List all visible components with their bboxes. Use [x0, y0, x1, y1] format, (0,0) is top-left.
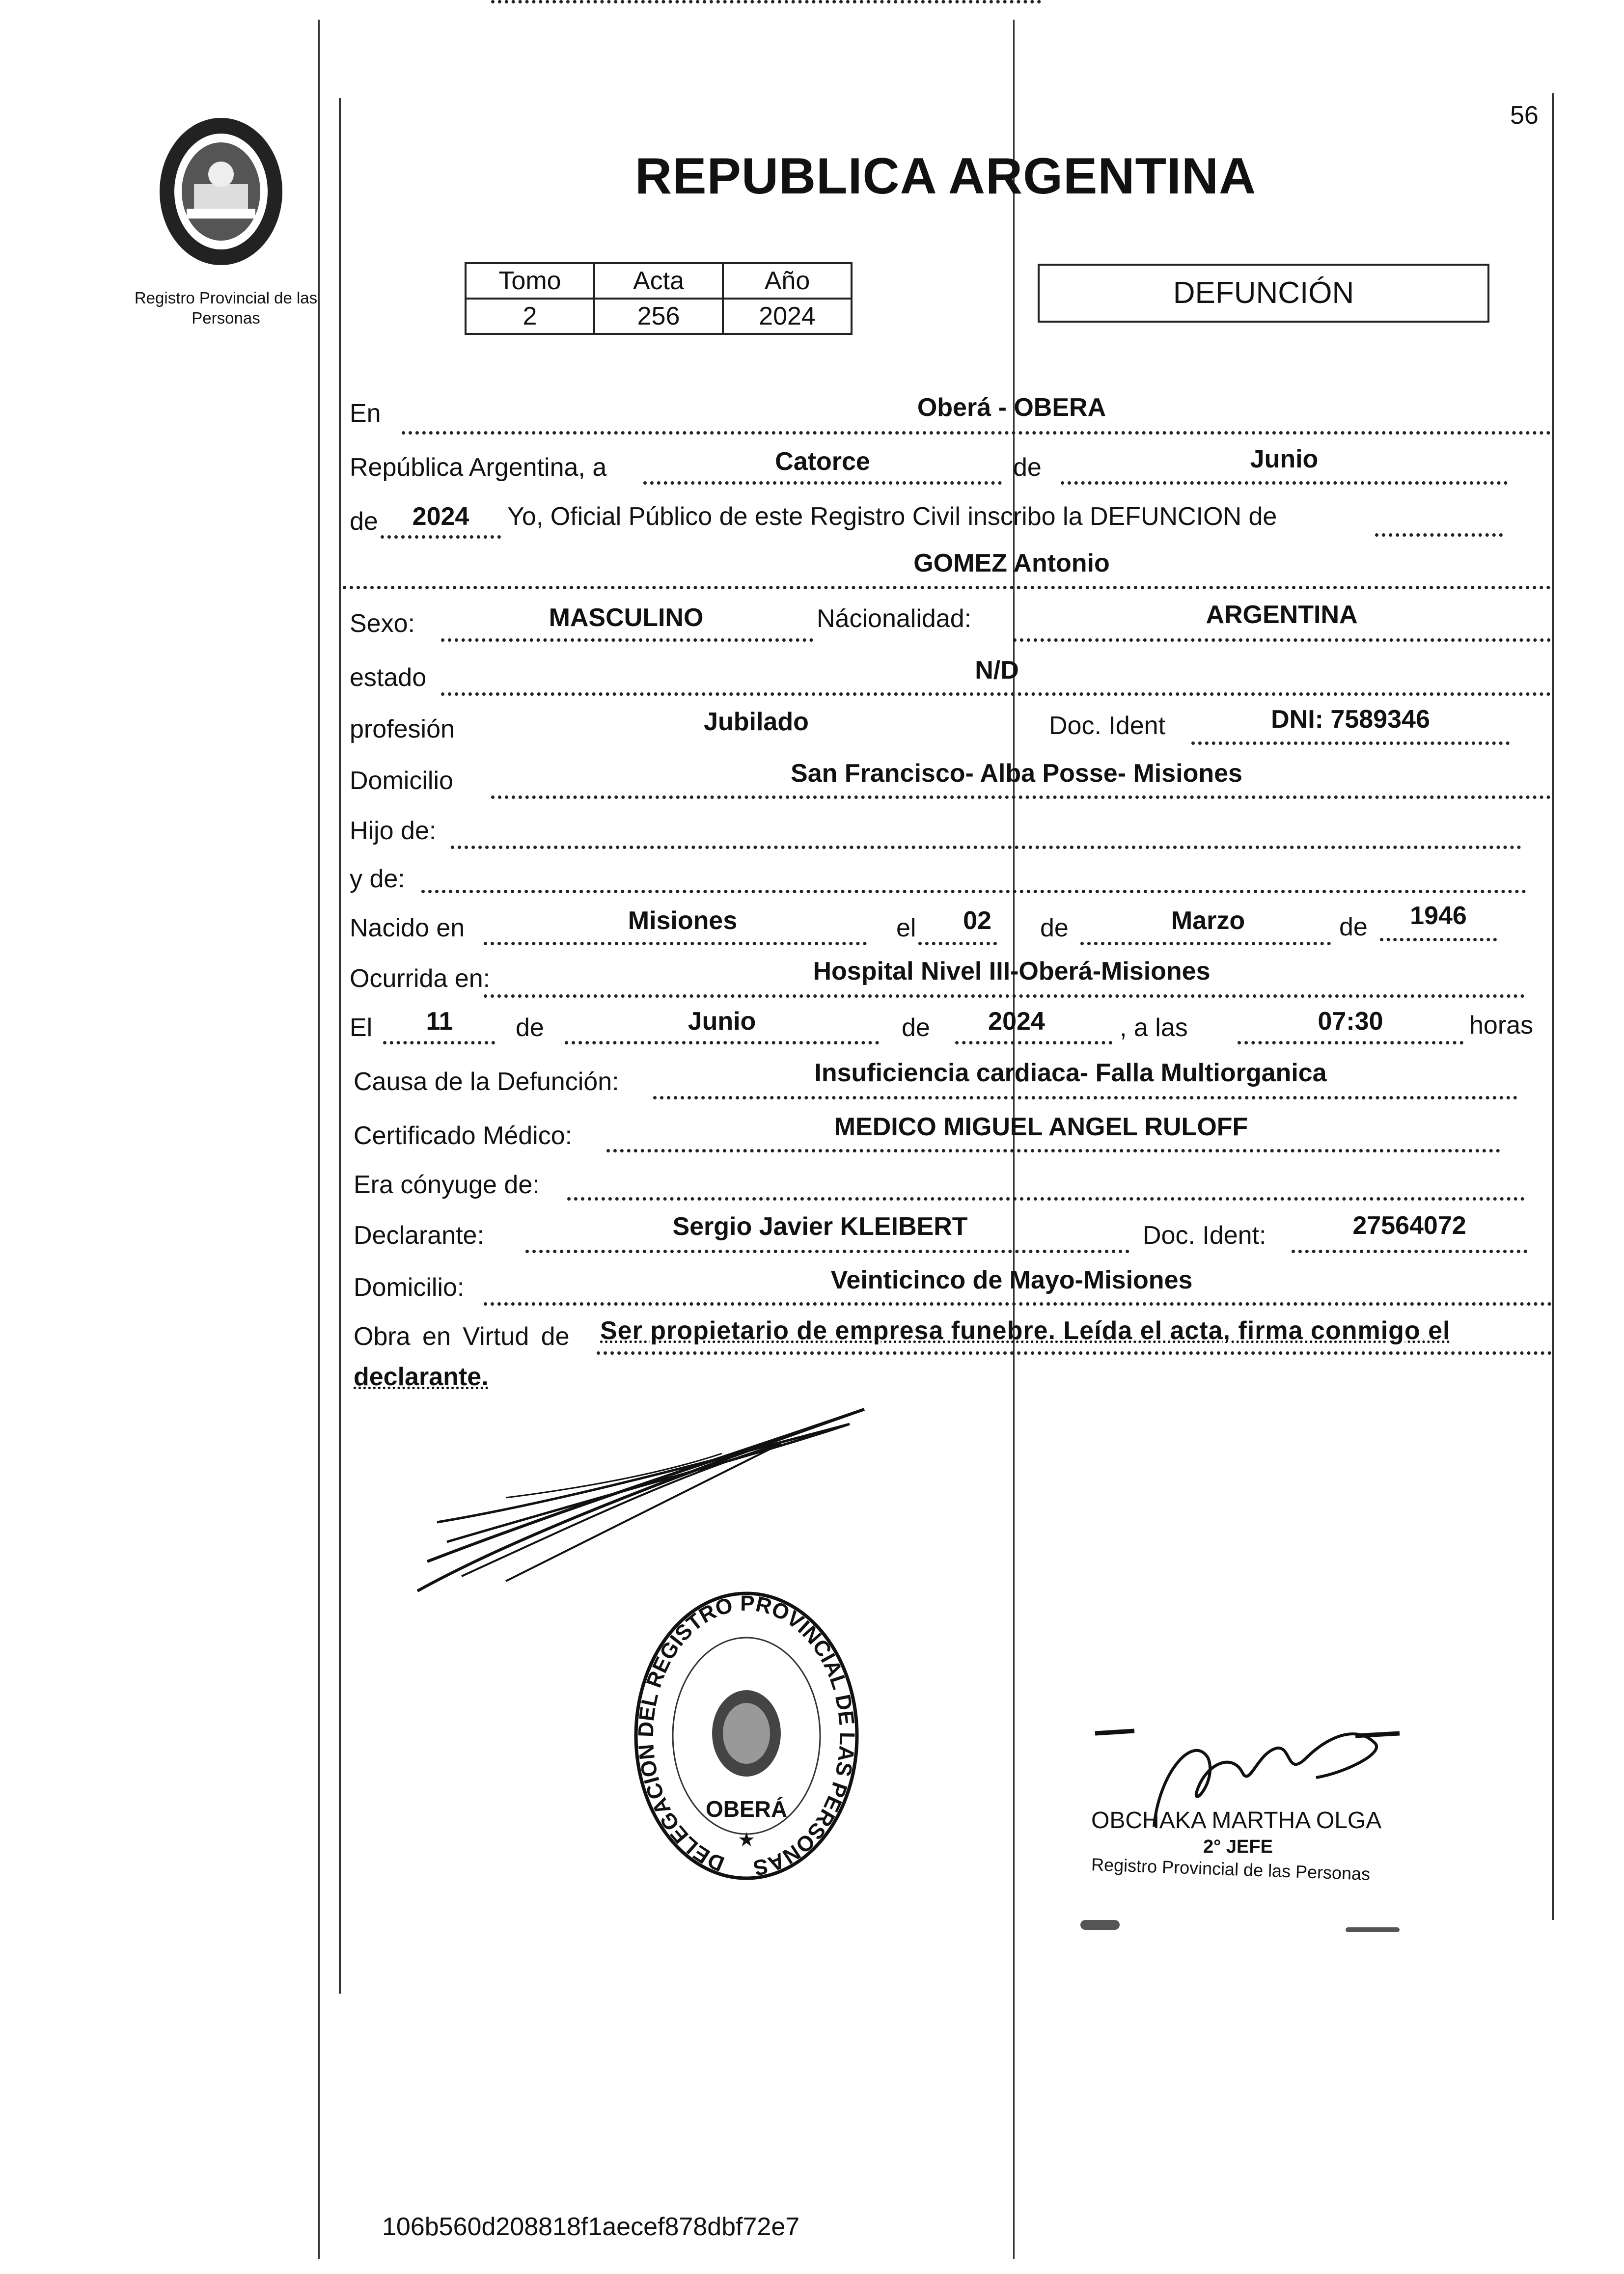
birth-year-value: 1946: [1410, 902, 1467, 930]
birth-year-line: [1380, 938, 1497, 941]
certificado-field-line: [606, 1149, 1500, 1152]
nacionalidad-label: Nácionalidad:: [817, 604, 972, 633]
page-number: 56: [1510, 101, 1539, 130]
death-el-label: El: [350, 1014, 373, 1042]
death-de-label: de: [516, 1014, 544, 1042]
birth-day-value: 02: [963, 906, 991, 935]
declarante-label: Declarante:: [354, 1221, 484, 1250]
el-label: el: [896, 914, 916, 942]
nacido-place-line: [484, 942, 867, 945]
ref-value-ano: 2024: [723, 299, 852, 334]
profesion-value: Jubilado: [704, 708, 809, 736]
conyuge-label: Era cónyuge de:: [354, 1171, 540, 1199]
svg-text:★: ★: [738, 1829, 755, 1851]
inscribo-text: Yo, Oficial Público de este Registro Civil inscribo la DEFUNCION de: [507, 502, 1277, 531]
death-month-line: [565, 1041, 879, 1044]
death-time-line: [1238, 1041, 1463, 1044]
official-name: OBCHAKA MARTHA OLGA: [1091, 1808, 1382, 1834]
a-las-label: , a las: [1120, 1014, 1188, 1042]
nacido-place-value: Misiones: [628, 906, 738, 935]
declarant-signature: [408, 1395, 889, 1601]
stamp-smudge: [1346, 1927, 1400, 1932]
year-field-line: [381, 535, 501, 539]
official-institution: Registro Provincial de las Personas: [1091, 1854, 1371, 1884]
birth-day-line: [918, 942, 997, 945]
declarante-field-line: [525, 1250, 1129, 1253]
republica-label: República Argentina, a: [350, 453, 607, 482]
death-de-label-2: de: [902, 1014, 930, 1042]
ref-value-tomo: 2: [466, 299, 594, 334]
doc-ident-value: DNI: 7589346: [1271, 705, 1430, 734]
nacionalidad-value: ARGENTINA: [1206, 601, 1358, 629]
inscribo-field-line: [1375, 533, 1503, 537]
death-day-line: [383, 1041, 495, 1044]
birth-de-label-2: de: [1339, 913, 1368, 941]
birth-month-value: Marzo: [1171, 906, 1245, 935]
doc-ident-label-2: Doc. Ident:: [1143, 1221, 1266, 1250]
obra-label: Obra en Virtud de: [354, 1322, 570, 1351]
sexo-field-line: [441, 638, 813, 642]
en-value: Oberá - OBERA: [917, 393, 1106, 422]
domicilio-label-2: Domicilio:: [354, 1273, 465, 1302]
seal-center-text: OBERÁ: [705, 1796, 788, 1822]
nacionalidad-field-line: [1013, 638, 1551, 642]
causa-value: Insuficiencia cardiaca- Falla Multiorganica: [814, 1059, 1327, 1087]
en-field-line: [402, 431, 1551, 435]
horas-label: horas: [1469, 1011, 1534, 1040]
declarante-value: Sergio Javier KLEIBERT: [672, 1212, 968, 1241]
domicilio-field-line: [491, 795, 1551, 799]
ocurrida-value: Hospital Nivel III-Oberá-Misiones: [813, 957, 1211, 986]
ocurrida-field-line: [484, 994, 1525, 998]
ref-header-acta: Acta: [594, 263, 723, 299]
month-field-line: [1061, 481, 1508, 485]
declarante-doc-line: [1292, 1250, 1527, 1253]
y-de-field-line: [421, 890, 1526, 893]
official-role: 2° JEFE: [1203, 1836, 1273, 1857]
declarante-doc-value: 27564072: [1352, 1211, 1466, 1240]
reference-table: [465, 262, 853, 335]
y-de-label: y de:: [350, 865, 405, 893]
sexo-value: MASCULINO: [549, 603, 704, 632]
declarante-domicilio-value: Veinticinco de Mayo-Misiones: [830, 1266, 1193, 1294]
nacido-label: Nacido en: [350, 914, 465, 942]
ref-value-acta: 256: [594, 299, 723, 334]
death-year-line: [955, 1041, 1112, 1044]
right-margin-line: [1552, 93, 1554, 1920]
estado-label: estado: [350, 663, 427, 692]
estado-value: N/D: [975, 656, 1019, 685]
profesion-label: profesión: [350, 715, 455, 743]
obra-field-line: [597, 1351, 1552, 1355]
seal-ring-text: DELEGACION DEL REGISTRO PROVINCIAL DE LAS PERSONAS: [633, 1591, 859, 1880]
hijo-field-line: [451, 846, 1521, 849]
doc-ident-label: Doc. Ident: [1049, 712, 1166, 740]
birth-month-line: [1080, 942, 1331, 945]
conyuge-field-line: [567, 1197, 1525, 1201]
year-prefix-label: de: [350, 507, 378, 536]
deceased-name-value: GOMEZ Antonio: [913, 549, 1110, 577]
death-year-value: 2024: [988, 1007, 1045, 1036]
declarante-domicilio-line: [484, 1302, 1552, 1306]
certificado-label: Certificado Médico:: [354, 1122, 573, 1150]
ref-header-tomo: Tomo: [466, 263, 594, 299]
death-month-value: Junio: [688, 1007, 756, 1036]
en-label: En: [350, 399, 381, 428]
obra-value-line1: Ser propietario de empresa funebre. Leída el acta, firma conmigo el: [600, 1316, 1451, 1345]
left-margin-line-outer: [318, 20, 320, 2259]
deceased-name-line: [343, 586, 1551, 589]
causa-field-line: [653, 1096, 1517, 1099]
left-margin-line: [339, 98, 341, 1994]
stamp-smudge: [1080, 1920, 1120, 1930]
ocurrida-label: Ocurrida en:: [350, 964, 491, 993]
de-label: de: [1013, 453, 1042, 482]
document-type-box: DEFUNCIÓN: [1038, 264, 1489, 323]
death-time-value: 07:30: [1318, 1007, 1383, 1036]
domicilio-value: San Francisco- Alba Posse- Misiones: [791, 759, 1242, 788]
birth-de-label: de: [1040, 914, 1069, 942]
certificado-value: MEDICO MIGUEL ANGEL RULOFF: [834, 1113, 1248, 1141]
month-value: Junio: [1250, 445, 1319, 473]
registry-seal: [629, 1586, 864, 1881]
profesion-field-line: [491, 0, 1041, 3]
document-hash: 106b560d208818f1aecef878dbf72e7: [382, 2213, 800, 2241]
ref-header-ano: Año: [723, 263, 852, 299]
province-emblem: [147, 110, 295, 273]
day-words-value: Catorce: [775, 447, 870, 476]
estado-field-line: [441, 692, 1551, 696]
sexo-label: Sexo:: [350, 609, 415, 638]
day-field-line: [643, 481, 1002, 485]
hijo-label: Hijo de:: [350, 817, 437, 845]
death-day-value: 11: [426, 1007, 453, 1036]
domicilio-label: Domicilio: [350, 767, 453, 795]
causa-label: Causa de la Defunción:: [354, 1068, 619, 1096]
institution-name: Registro Provincial de las Personas: [134, 289, 318, 328]
year-value: 2024: [412, 502, 469, 531]
doc-ident-field-line: [1191, 741, 1510, 745]
page-title: REPUBLICA ARGENTINA: [635, 148, 1257, 205]
obra-value-line2: declarante.: [354, 1363, 489, 1391]
